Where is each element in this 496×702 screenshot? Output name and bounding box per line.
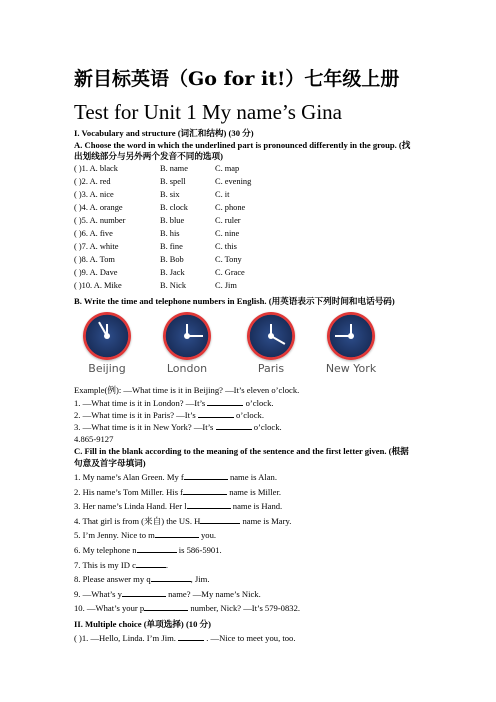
question-text: 8. Please answer my q	[74, 574, 151, 585]
partC-question-row	[74, 573, 210, 585]
question-text-end: name? —My name’s Nick.	[165, 588, 261, 599]
clock-face-icon	[327, 312, 375, 360]
question-text: 4. That girl is from (来自) the US. H	[74, 515, 201, 526]
answer-blank[interactable]	[155, 529, 199, 538]
answer-blank[interactable]	[144, 602, 188, 611]
question-choice-b: B. six	[160, 190, 180, 199]
partC-question-row	[74, 559, 168, 571]
partC-question-row	[74, 602, 300, 614]
question-text-end: name is Hand.	[230, 501, 283, 512]
question-text-end: is 586-5901.	[176, 545, 222, 555]
question-choice-a: ( )4. A. orange	[74, 203, 123, 212]
question-choice-a: ( )8. A. Tom	[74, 255, 115, 264]
question-choice-c: C. it	[215, 190, 230, 199]
question-text-end: name is Alan.	[227, 472, 277, 482]
question-text: 10. —What’s your p	[74, 603, 145, 614]
question-choice-c: C. ruler	[215, 216, 241, 225]
partC-question-row	[74, 471, 277, 483]
answer-blank[interactable]	[198, 409, 234, 418]
question-choice-c: C. phone	[215, 203, 246, 212]
clock-beijing	[74, 312, 140, 382]
question-choice-c: C. nine	[215, 229, 240, 238]
question-choice-a: ( )6. A. five	[74, 229, 113, 238]
partC-heading-line1: C. Fill in the blank according to the meaning of the sentence and the first letter given. (根据	[74, 446, 409, 456]
partB-question-1: 1. —What time is it in London? —It’s o’clock.	[74, 398, 274, 408]
question-choice-c: C. Grace	[215, 268, 245, 277]
city-label: London	[166, 362, 208, 375]
question-choice-c: C. map	[215, 164, 240, 173]
question-text: 5. I’m Jenny. Nice to m	[74, 530, 155, 541]
clock-paris	[238, 312, 304, 382]
question-text: 2. His name’s Tom Miller. His f	[74, 486, 184, 497]
section2-heading: II. Multiple choice (单项选择) (10 分)	[74, 619, 212, 629]
answer-blank[interactable]	[187, 500, 231, 509]
question-text-end: , Jim.	[190, 574, 210, 585]
clock-face-icon	[83, 312, 131, 360]
section1-heading: I. Vocabulary and structure (词汇和结构) (30 分)	[74, 128, 254, 138]
question-choice-a: ( )3. A. nice	[74, 190, 114, 199]
question-choice-c: C. this	[215, 242, 237, 251]
answer-blank[interactable]	[216, 421, 252, 430]
partB-heading: B. Write the time and telephone numbers in English. (用英语表示下列时间和电话号码)	[74, 296, 395, 306]
partC-question-row	[74, 529, 216, 541]
question-text-end: name is Mary.	[240, 515, 292, 526]
partC-question-row	[74, 544, 222, 556]
question-text-end: name is Miller.	[227, 486, 281, 497]
question-text-end: you.	[198, 530, 217, 541]
question-choice-b: B. name	[160, 164, 188, 173]
question-choice-b: B. Nick	[160, 281, 187, 290]
question-text-end: number, Nick? —It’s 579-0832.	[188, 603, 301, 614]
question-choice-b: B. spell	[160, 177, 186, 186]
answer-blank[interactable]	[183, 486, 227, 495]
question-choice-c: C. Tony	[215, 255, 242, 264]
partC-question-row	[74, 515, 291, 527]
question-choice-b: B. Jack	[160, 268, 185, 277]
answer-blank[interactable]	[178, 632, 204, 641]
question-choice-a: ( )10. A. Mike	[74, 281, 122, 290]
partC-heading-line2: 句意及首字母填词)	[74, 458, 146, 468]
clock-face-icon	[163, 312, 211, 360]
city-label: Beijing	[88, 362, 126, 375]
question-choice-c: C. evening	[215, 177, 252, 186]
partC-question-row	[74, 486, 281, 498]
partA-heading-line1: A. Choose the word in which the underlined part is pronounced differently in the group. (找	[74, 140, 411, 150]
question-choice-b: B. his	[160, 229, 180, 238]
partC-question-row	[74, 500, 282, 512]
question-choice-a: ( )7. A. white	[74, 242, 119, 251]
partB-question-4: 4.865-9127	[74, 434, 114, 444]
question-text: 1. My name’s Alan Green. My f	[74, 472, 184, 482]
question-choice-a: ( )1. A. black	[74, 164, 118, 173]
answer-blank[interactable]	[136, 559, 169, 570]
partA-heading-line2: 出划线部分与另外两个发音不同的选项)	[74, 151, 223, 161]
partB-example: Example(例): —What time is it in Beijing? —It’s eleven o’clock.	[74, 385, 300, 395]
question-choice-a: ( )5. A. number	[74, 216, 126, 225]
answer-blank[interactable]	[184, 471, 228, 480]
question-text: 3. Her name’s Linda Hand. Her l	[74, 501, 187, 512]
question-text-end: .	[165, 559, 169, 570]
clock-pictures	[74, 312, 394, 382]
answer-blank[interactable]	[207, 397, 243, 406]
question-text: 6. My telephone n	[74, 545, 137, 555]
test-title: Test for Unit 1 My name’s Gina	[74, 100, 342, 124]
partB-question-2: 2. —What time is it in Paris? —It’s o’clock.	[74, 410, 264, 420]
answer-blank[interactable]	[200, 515, 240, 524]
document-title: 新目标英语（Go for it!）七年级上册	[74, 68, 400, 90]
question-choice-a: ( )2. A. red	[74, 177, 111, 186]
question-choice-c: C. Jim	[215, 281, 237, 290]
question-choice-b: B. fine	[160, 242, 183, 251]
clock-face-icon	[247, 312, 295, 360]
partC-question-row	[74, 588, 261, 600]
city-label: Paris	[257, 362, 285, 375]
clock-london	[154, 312, 220, 382]
answer-blank[interactable]	[137, 544, 177, 553]
question-choice-b: B. blue	[160, 216, 185, 225]
answer-blank[interactable]	[122, 588, 166, 597]
clock-new-york	[318, 312, 384, 382]
partB-question-3: 3. —What time is it in New York? —It’s o’clock.	[74, 422, 282, 432]
section2-question-1: ( )1. —Hello, Linda. I’m Jim. . —Nice to meet you, too.	[74, 633, 296, 643]
question-choice-b: B. clock	[160, 203, 188, 212]
question-choice-a: ( )9. A. Dave	[74, 268, 118, 277]
question-choice-b: B. Bob	[160, 255, 184, 264]
answer-blank[interactable]	[151, 573, 191, 582]
question-text: 9. —What’s y	[74, 588, 122, 599]
question-text: 7. This is my ID c	[74, 559, 136, 570]
city-label: New York	[325, 362, 377, 375]
